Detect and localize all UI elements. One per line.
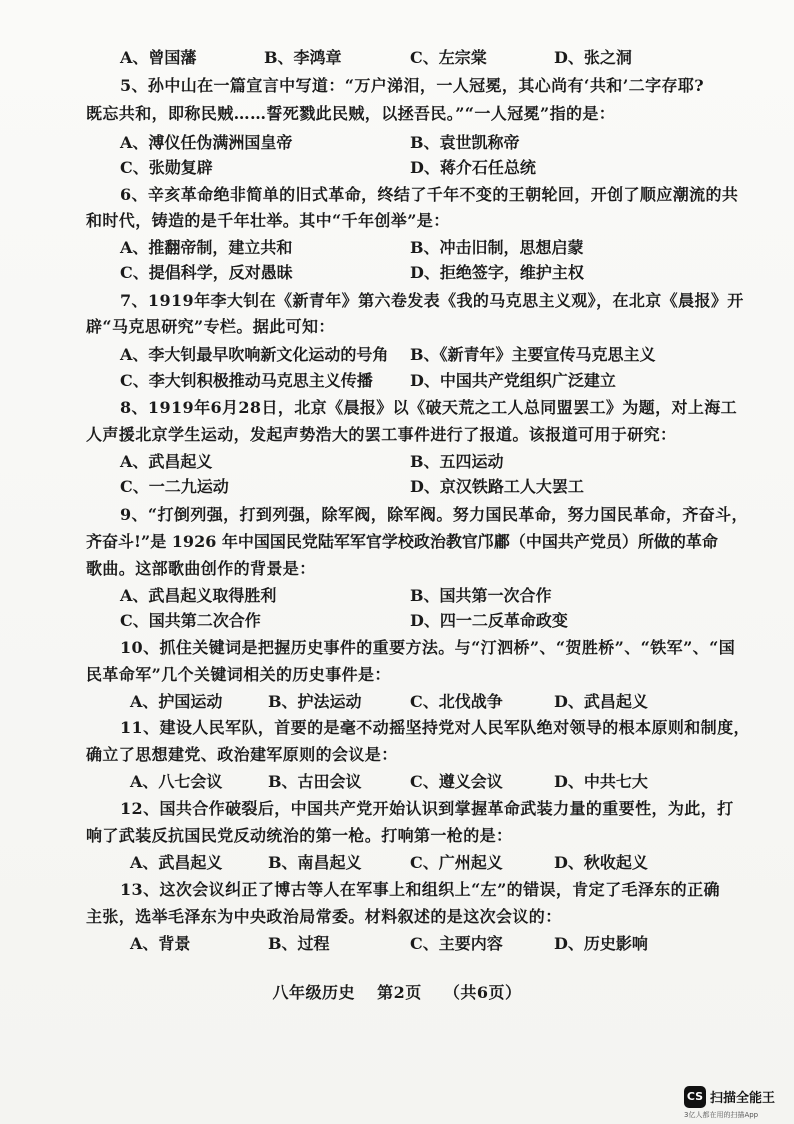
q6-option-c: C、提倡科学，反对愚昧 — [120, 263, 293, 282]
q5-option-b: B、袁世凯称帝 — [410, 133, 520, 152]
q13-option-b: B、过程 — [268, 934, 330, 953]
q5-option-c: C、张勋复辟 — [120, 158, 213, 177]
q9-stem-line3: 歌曲。这部歌曲创作的背景是： — [86, 559, 316, 578]
q7-option-d: D、中国共产党组织广泛建立 — [410, 371, 616, 390]
q12-option-c: C、广州起义 — [410, 853, 503, 872]
q13-option-d: D、历史影响 — [554, 934, 648, 953]
q7-option-a: A、李大钊最早吹响新文化运动的号角 — [120, 345, 389, 364]
q6-option-a: A、推翻帝制，建立共和 — [120, 238, 293, 257]
q4-option-c: C、左宗棠 — [410, 48, 487, 67]
q9-stem-line2: 齐奋斗!”是 1926 年中国国民党陆军军官学校政治教官邝鄘（中国共产党员）所做的革命 — [86, 532, 718, 551]
scanner-watermark — [684, 1086, 794, 1120]
q9-option-c: C、国共第二次合作 — [120, 611, 261, 630]
q6-option-d: D、拒绝签字，维护主权 — [410, 263, 584, 282]
q4-option-a: A、曾国藩 — [120, 48, 197, 67]
q10-option-a: A、护国运动 — [130, 692, 223, 711]
q11-stem-line1: 11、建设人民军队，首要的是毫不动摇坚持党对人民军队绝对领导的根本原则和制度， — [120, 718, 750, 737]
q12-option-d: D、秋收起义 — [554, 853, 648, 872]
q12-stem-line1: 12、国共合作破裂后，中国共产党开始认识到掌握革命武装力量的重要性，为此，打 — [120, 799, 734, 818]
q4-option-b: B、李鸿章 — [264, 48, 342, 67]
q11-option-b: B、古田会议 — [268, 772, 362, 791]
q10-option-c: C、北伐战争 — [410, 692, 503, 711]
q11-option-a: A、八七会议 — [130, 772, 223, 791]
footer-grade: 八年级历史 — [272, 983, 356, 1002]
q6-stem-line1: 6、辛亥革命绝非简单的旧式革命，终结了千年不变的王朝轮回，开创了顺应潮流的共 — [120, 185, 739, 204]
q12-option-b: B、南昌起义 — [268, 853, 362, 872]
q9-option-a: A、武昌起义取得胜利 — [120, 586, 277, 605]
footer-page-number: 第2页 — [377, 983, 422, 1002]
q10-stem-line1: 10、抓住关键词是把握历史事件的重要方法。与“汀泗桥”、“贺胜桥”、“铁军”、“国 — [120, 638, 736, 657]
camscanner-logo-icon: CS — [684, 1086, 706, 1108]
q8-option-d: D、京汉铁路工人大罢工 — [410, 477, 584, 496]
q10-option-b: B、护法运动 — [268, 692, 362, 711]
q6-option-b: B、冲击旧制，思想启蒙 — [410, 238, 584, 257]
q6-stem-line2: 和时代，铸造的是千年壮举。其中“千年创举”是： — [86, 211, 450, 230]
q12-stem-line2: 响了武装反抗国民党反动统治的第一枪。打响第一枪的是： — [86, 826, 513, 845]
q7-stem-line2: 辟“马克思研究”专栏。据此可知： — [86, 317, 335, 336]
q10-stem-line2: 民革命军”几个关键词相关的历史事件是： — [86, 665, 391, 684]
q5-stem-line2: 既忘共和，即称民贼……誓死戮此民贼，以拯吾民。”“一人冠冕”指的是： — [86, 104, 616, 123]
q5-stem-line1: 5、孙中山在一篇宣言中写道：“万户涕泪，一人冠冕，其心尚有‘共和’二字存耶? — [120, 76, 705, 95]
q7-option-b: B、《新青年》主要宣传马克思主义 — [410, 345, 656, 364]
scanner-tagline: 3亿人都在用的扫描App — [684, 1111, 759, 1119]
q11-option-d: D、中共七大 — [554, 772, 648, 791]
q8-option-c: C、一二九运动 — [120, 477, 229, 496]
q5-option-d: D、蒋介石任总统 — [410, 158, 536, 177]
scanner-name: 扫描全能王 — [710, 1091, 776, 1106]
page-footer — [0, 980, 794, 1003]
q7-stem-line1: 7、1919年李大钊在《新青年》第六卷发表《我的马克思主义观》，在北京《晨报》开 — [120, 291, 744, 310]
q11-stem-line2: 确立了思想建党、政治建军原则的会议是： — [86, 745, 398, 764]
q13-stem-line1: 13、这次会议纠正了博古等人在军事上和组织上“左”的错误，肯定了毛泽东的正确 — [120, 880, 720, 899]
q8-stem-line1: 8、1919年6月28日，北京《晨报》以《破天荒之工人总同盟罢工》为题，对上海工 — [120, 398, 738, 417]
q13-option-a: A、背景 — [130, 934, 191, 953]
q7-option-c: C、李大钊积极推动马克思主义传播 — [120, 371, 373, 390]
q13-option-c: C、主要内容 — [410, 934, 503, 953]
q10-option-d: D、武昌起义 — [554, 692, 648, 711]
q4-option-d: D、张之洞 — [554, 48, 632, 67]
q9-option-d: D、四一二反革命政变 — [410, 611, 568, 630]
q8-option-b: B、五四运动 — [410, 452, 504, 471]
footer-total-pages: （共6页） — [443, 983, 522, 1002]
q9-option-b: B、国共第一次合作 — [410, 586, 552, 605]
q13-stem-line2: 主张，选举毛泽东为中央政治局常委。材料叙述的是这次会议的： — [86, 907, 562, 926]
q8-stem-line2: 人声援北京学生运动，发起声势浩大的罢工事件进行了报道。该报道可用于研究： — [86, 425, 677, 444]
q8-option-a: A、武昌起义 — [120, 452, 213, 471]
q5-option-a: A、溥仪任伪满洲国皇帝 — [120, 133, 293, 152]
q11-option-c: C、遵义会议 — [410, 772, 503, 791]
q9-stem-line1: 9、“打倒列强，打到列强，除军阀，除军阀。努力国民革命，努力国民革命，齐奋斗， — [120, 505, 748, 524]
q12-option-a: A、武昌起义 — [130, 853, 223, 872]
